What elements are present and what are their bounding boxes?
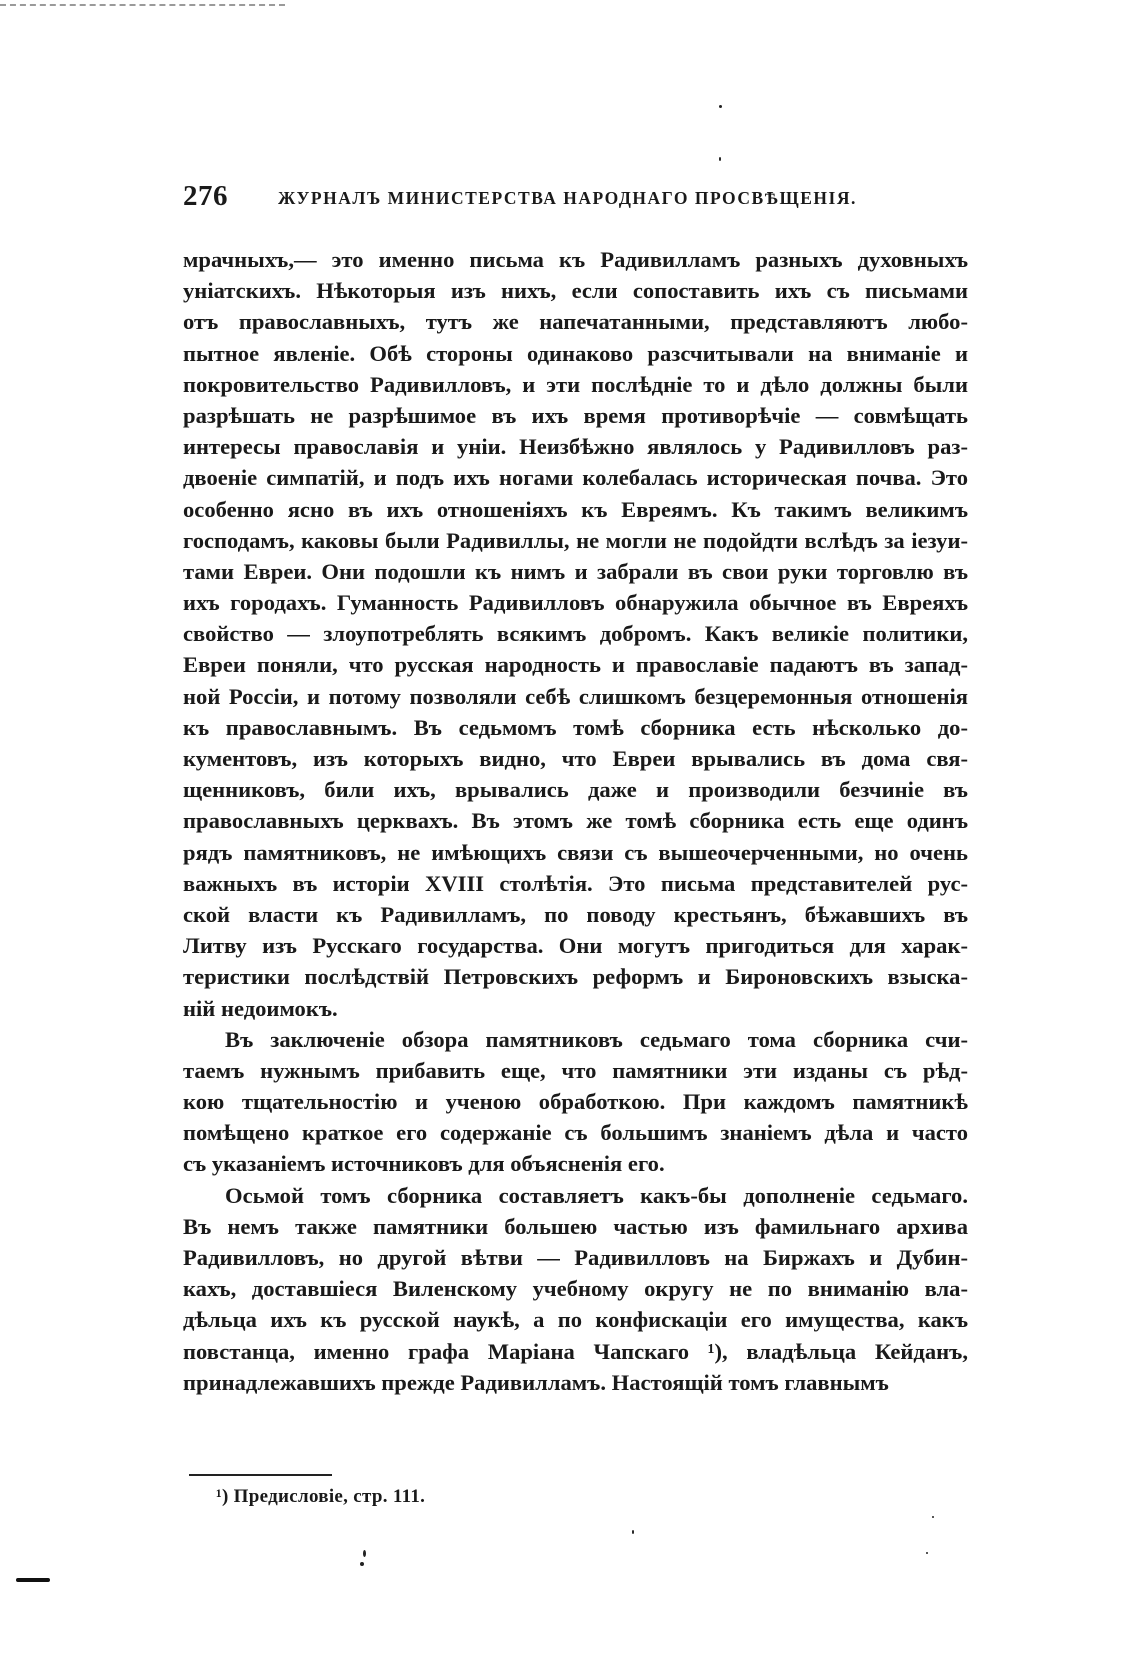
footnote-rule [189, 1474, 332, 1476]
text-line: Осьмой томъ сборника составляетъ какъ-бы дополненіе седьмаго. [225, 1182, 968, 1208]
scan-speck [363, 1550, 366, 1557]
text-line: особенно ясно въ ихъ отношеніяхъ къ Евреямъ. Къ такимъ великимъ [183, 496, 968, 522]
text-line: Литву изъ Русскаго государства. Они могутъ пригодиться для харак- [183, 933, 968, 959]
text-line: кументовъ, изъ которыхъ видно, что Евреи врывались въ дома свя- [183, 746, 968, 771]
text-line: важныхъ въ исторіи XVIII столѣтія. Это письма представителей рус- [183, 870, 968, 896]
text-line: Радивилловъ, но другой вѣтви — Радивилловъ на Биржахъ и Дубин- [183, 1245, 968, 1270]
text-line: повстанца, именно графа Маріана Чапскаго ¹), владѣльца Кейданъ, [183, 1338, 968, 1364]
running-head: ЖУРНАЛЪ МИНИСТЕРСТВА НАРОДНАГО ПРОСВѢЩЕНІЯ. [278, 188, 857, 208]
text-line: ской власти къ Радивилламъ, по поводу крестьянъ, бѣжавшихъ въ [183, 901, 968, 927]
text-line: кахъ, доставшіеся Виленскому учебному округу не по вниманію вла- [183, 1276, 968, 1302]
text-line: къ православнымъ. Въ седьмомъ томѣ сборника есть нѣсколько до- [183, 714, 968, 740]
text-line: уніатскихъ. Нѣкоторыя изъ нихъ, если сопоставить ихъ съ письмами [183, 278, 968, 304]
text-line: съ указаніемъ источниковъ для объясненія его. [183, 1151, 665, 1177]
text-line: дѣльца ихъ къ русской наукѣ, а по конфискаціи его имущества, какъ [183, 1307, 968, 1333]
page-header [183, 180, 963, 230]
text-line: ній недоимокъ. [183, 995, 338, 1021]
text-line: отъ православныхъ, тутъ же напечатанными, представляютъ любо- [183, 309, 968, 335]
text-line: разрѣшать не разрѣшимое въ ихъ время противорѣчіе — совмѣщать [183, 402, 968, 428]
text-line: покровительство Радивилловъ, и эти послѣдніе то и дѣло должны были [183, 371, 968, 397]
text-line: рядъ памятниковъ, не имѣющихъ связи съ вышеочерченными, но очень [183, 839, 968, 865]
page-number: 276 [183, 180, 228, 212]
text-line: Въ заключеніе обзора памятниковъ седьмаго тома сборника счи- [225, 1026, 968, 1052]
scan-speck [719, 157, 721, 161]
margin-mark [16, 1578, 50, 1582]
text-line: господамъ, каковы были Радивиллы, не могли не подойдти вслѣдъ за іезуи- [183, 527, 968, 553]
scan-speck [932, 1516, 934, 1518]
text-line: щенниковъ, били ихъ, врывались даже и производили безчиніе въ [183, 777, 968, 803]
paragraph-2 [183, 1024, 968, 1180]
body-text [183, 244, 968, 1398]
text-line: мрачныхъ,— это именно письма къ Радивилламъ разныхъ духовныхъ [183, 247, 968, 272]
scan-speck [719, 105, 722, 108]
text-line: интересы православія и уніи. Неизбѣжно являлось у Радивилловъ раз- [183, 434, 968, 460]
text-line: православныхъ церквахъ. Въ этомъ же томѣ сборника есть еще одинъ [183, 808, 968, 834]
text-line: ихъ городахъ. Гуманность Радивилловъ обнаружила обычное въ Евреяхъ [183, 590, 968, 616]
text-line: принадлежавшихъ прежде Радивилламъ. Настоящій томъ главнымъ [183, 1369, 889, 1395]
text-line: Въ немъ также памятники большею частью изъ фамильнаго архива [183, 1213, 968, 1239]
text-line: теристики послѣдствій Петровскихъ реформъ и Бироновскихъ взыска- [183, 964, 968, 990]
text-line: пытное явленіе. Обѣ стороны одинаково разсчитывали на вниманіе и [183, 340, 968, 366]
text-line: свойство — злоупотреблять всякимъ добромъ. Какъ великіе политики, [183, 621, 968, 647]
text-line: Евреи поняли, что русская народность и православіе падаютъ въ запад- [183, 652, 968, 678]
scan-edge-rule [0, 4, 285, 6]
text-line: помѣщено краткое его содержаніе съ большимъ знаніемъ дѣла и часто [183, 1120, 968, 1146]
paragraph-3 [183, 1180, 968, 1398]
scan-speck [360, 1562, 364, 1566]
text-line: ной Россіи, и потому позволяли себѣ слишкомъ безцеремонныя отношенія [183, 683, 968, 709]
text-line: таемъ нужнымъ прибавить еще, что памятники эти изданы съ рѣд- [183, 1057, 968, 1083]
paragraph-1 [183, 244, 968, 1024]
text-line: кою тщательностію и ученою обработкою. При каждомъ памятникѣ [183, 1089, 968, 1115]
text-line: тами Евреи. Они подошли къ нимъ и забрали въ свои руки торговлю въ [183, 558, 968, 584]
scan-speck [632, 1530, 634, 1534]
text-line: двоеніе симпатій, и подъ ихъ ногами колебалась историческая почва. Это [183, 465, 968, 491]
footnote: ¹) Предисловіе, стр. 111. [216, 1486, 426, 1507]
scan-speck [926, 1552, 928, 1554]
